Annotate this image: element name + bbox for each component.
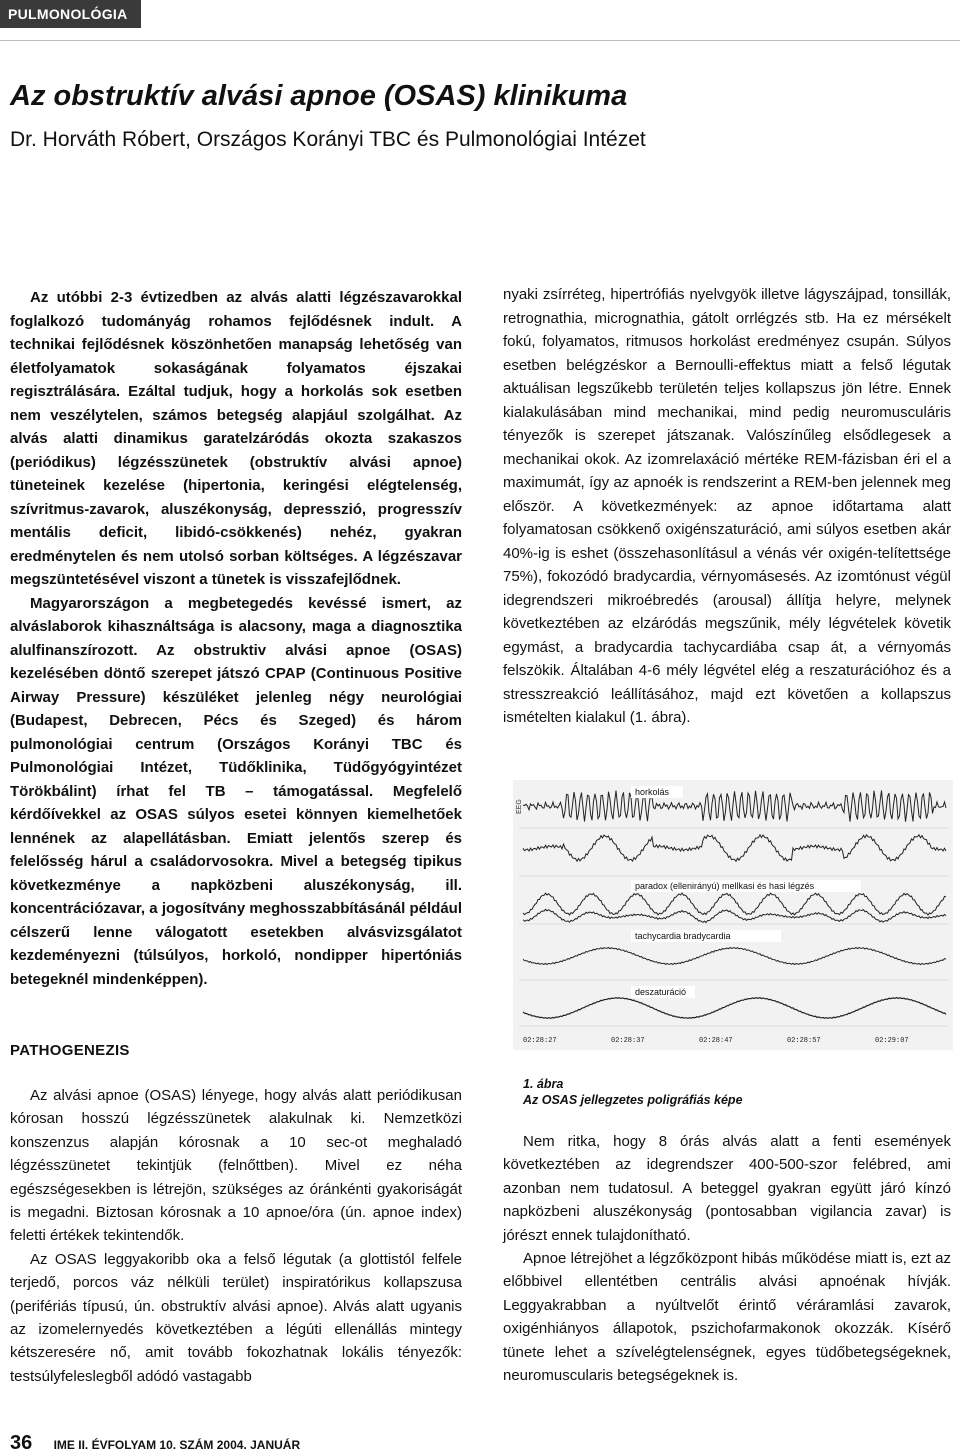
figure-caption-number: 1. ábra <box>523 1077 564 1091</box>
svg-text:EEG: EEG <box>516 799 523 814</box>
right-column-bottom <box>503 1130 951 1387</box>
figure-label-snore: horkolás <box>635 787 670 797</box>
figure-time: 02:28:57 <box>787 1037 821 1045</box>
body-paragraph: Az alvási apnoe (OSAS) lényege, hogy alvás alatt periódikusan kórosan hosszú légzésszünetek alakulnak ki. Nemzetközi konszenzus alapján kórosnak a 10 sec-ot meghaladó légzésszünetet tekintjük (felnőttben). Mivel ez néha egészségesekben is létrejön, szükséges az óránkénti gyakoriságát is megadni. Biztosan kórosnak a 10 apnoe/óra (ún. apnoe index) feletti értékek tekintendők. <box>10 1087 462 1245</box>
right-column-top <box>503 283 951 730</box>
figure-label-tachy: tachycardia bradycardia <box>635 931 731 941</box>
body-paragraph: Az OSAS leggyakoribb oka a felső légutak (a glottistól felfele terjedő, porcos váz nélküli terület) inspiratórikus kollapszusa (perifériás típusú, ún. obstruktív alvási apnoe). Alvás alatt ugyanis az izomelernyedés következtében a légúti ellenállás mintegy kétszeresére nő, amit tovább fokozhatnak lokális tényezők: testsúlyfeleslegből adódó vastagabb <box>10 1250 462 1385</box>
figure-caption-text: Az OSAS jellegzetes poligráfiás képe <box>523 1093 743 1107</box>
lead-paragraph: Az utóbbi 2-3 évtizedben az alvás alatti légzészavarokkal foglalkozó tudományág rohamos fejlődésnek indult. A technikai fejlődésnek köszönhetően manapság lehetőség van életfolyamatok sokaságának folyamatos éjszakai regisztrálására. Ezáltal tudjuk, hogy a horkolás sok esetben nem veszélytelen, számos betegség alapjául szolgálhat. Az alvás alatti dinamikus garatelzáródás okozta szakaszos (periódikus) légzésszünetek (obstruktív alvási apnoe) tüneteinek kezelése (hipertonia, keringési elégtelenség, szívritmus-zavarok, aluszékonyság, depresszió, progresszív mentális deficit, libidó-csökkenés) nehéz, gyakran eredménytelen és nem utolsó sorban költséges. A légzészavar megszüntetésével viszont a tünetek is visszafejlődnek. <box>10 289 462 588</box>
polygraph-figure <box>513 780 953 1050</box>
section-tag: PULMONOLÓGIA <box>0 0 141 28</box>
body-paragraph: Apnoe létrejöhet a légzőközpont hibás működése miatt is, ezt az előbbivel ellentétben centrális alvási apnoénak hívják. Leggyakrabban a nyúltvelőt érintő véráramlási zavarok, oxigénhiányos állapotok, pszichofarmakonok okozzák. Kísérő tünete lehet a szívelégtelenségnek, egyes tüdőbetegségeknek, neuromuscularis betegségeknek is. <box>503 1250 951 1385</box>
figure-label-desat: deszaturáció <box>635 987 687 997</box>
figure-label-paradox: paradox (ellenirányú) mellkasi és hasi légzés <box>635 881 815 891</box>
page-number: 36 <box>10 1432 33 1454</box>
lead-column <box>10 286 462 991</box>
lead-paragraph: Magyarországon a megbetegedés kevéssé ismert, az alváslaborok kihasználtsága is alacsony, maga a diagnosztika alulfinanszírozott. Az obstruktiv alvási apnoe (OSAS) kezelésében döntő szerepet játszó CPAP (Continuous Positive Airway Pressure) készüléket jelenleg négy neurológiai (Budapest, Debrecen, Pécs és Szeged) és három pulmonológiai centrum (Országos Korányi TBC és Pulmonológiai Intézet, Tüdőklinika, Tüdőgyógyintézet Törökbálint) írhat fel TB – támogatással. Megfelelő kérdőívekkel az OSAS súlyos esetei könnyen kiemelhetőek lennének az alapellátásban. Emiatt jelentős szerep és felelősség hárul a családorvosokra. Mivel a betegség tipikus következménye a napközbeni aluszékonyság, ill. koncentrációzavar, a jogosítvány meghosszabbításánál például célszerű lenne válogatott esetekben alvásvizsgálatot kezdeményezni (túlsúlyos, horkoló, nondipper hipertóniás betegeknél mindenképpen). <box>10 594 462 988</box>
body-paragraph: nyaki zsírréteg, hipertrófiás nyelvgyök illetve lágyszájpad, tonsillák, retrognathia, micrognathia, gátolt orrlégzés stb. Ha ez mérsékelt fokú, folyamatos, ritmusos horkolást eredményez csupán. Súlyos esetben belégzéskor a Bernoulli-effektus miatt a felső légutak aktuálisan legszűkebb területén teljes kollapszus jön létre. Ennek kialakulásában mind mechanikai, mind pedig neuromusculáris tényezők is szerepet játszanak. Valószínűleg elsődlegesek a mechanikai okok. Az izomrelaxáció mértéke REM-fázisban éri el a maximumát, így az apnoék is rendszerint a REM-ben jelennek meg először. A következmények: az apnoe időtartama alatt folyamatosan csökkenő oxigénszaturáció, ami súlyos esetben akár 40%-ig is eshet (összehasonlításul a vénás vér oxigén-telítettsége 75%), fokozódó bradycardia, vérnyomásesés. Az izomtónust végül idegrendszeri mikroébredés (arousal) állítja helyre, melynek következtében az elzáródás megszűnik, mély légvételek követik egymást, a bradycardia tachycardiába csap át, a vérnyomás felszökik. Általában 4-6 mély légvétel elég a reszaturációhoz és a stresszreakció leállításához, majd ezt követően a kollapszus ismételten kialakul (1. ábra). <box>503 286 951 726</box>
article-title: Az obstruktív alvási apnoe (OSAS) klinikuma <box>10 80 628 112</box>
figure-time: 02:29:07 <box>875 1037 909 1045</box>
article-author: Dr. Horváth Róbert, Országos Korányi TBC és Pulmonológiai Intézet <box>10 128 646 151</box>
section-heading: PATHOGENEZIS <box>10 1042 130 1059</box>
top-rule <box>0 40 960 41</box>
page-footer <box>10 1432 300 1455</box>
figure-time: 02:28:37 <box>611 1037 645 1045</box>
figure-caption <box>523 1076 743 1108</box>
journal-info: IME II. ÉVFOLYAM 10. SZÁM 2004. JANUÁR <box>53 1438 301 1452</box>
figure-time: 02:28:27 <box>523 1037 557 1045</box>
body-paragraph: Nem ritka, hogy 8 órás alvás alatt a fenti események következtében az idegrendszer 400-500-szor felébred, ami azonban nem tudatosul. A beteggel gyakran együtt járó kínzó napközbeni aluszékonyság (pontosabban vigilancia zavar) is jórészt ennek tulajdonítható. <box>503 1133 951 1244</box>
pathogenesis-column <box>10 1084 462 1388</box>
figure-time: 02:28:47 <box>699 1037 733 1045</box>
